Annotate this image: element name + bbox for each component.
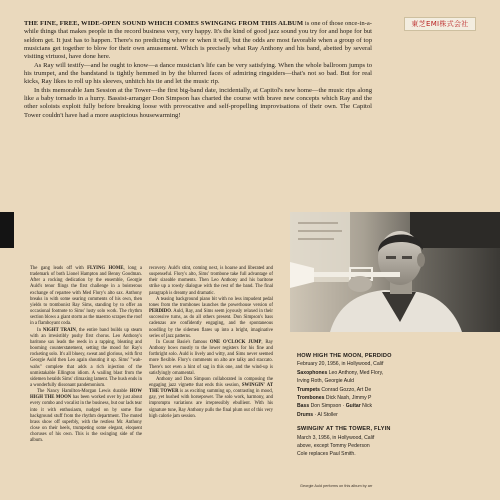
musician-photo-image: [290, 212, 500, 332]
column-2-paragraph-1: recovery. Auld's stint, coming next, is hoarse and liberated and suspenseful. Flory's alto, Sims' trombone take full advantage of their sizeable moments. Then Leo Anthony and his baritone strike up a rowdy dialogue with the rest of the band. The final paragraph is dreamy and dramatic.: [149, 266, 273, 296]
credit-line-bass-guitar: [297, 402, 497, 410]
text-run: In Count Basie's famous: [156, 339, 210, 345]
credit-line-saxophones: [297, 369, 497, 377]
session-2-date: March 3, 1956, in Hollywood, Calif: [297, 434, 375, 441]
intro-paragraph-3: In this memorable Jam Session at the Tower—the first big-band date, incidentally, at Capitol's new home—the music rips along like a baby tornado in a hurry. Bassist-arranger Don Simpson has charted the course with brave new concepts which Ray and the other soloists exploit fully before breaking loose with provocative and self-propelling improvisations of their own. The Capitol Tower couldn't have had a more auspicious housewarming!: [24, 86, 372, 119]
intro-paragraph-1: [24, 20, 372, 62]
credit-names: Don Simpson ·: [309, 403, 346, 410]
session-2-line-1: above, except Tommy Pederson: [297, 443, 370, 450]
text-run: A teasing background piano bit with no less impudent pedal tones from the trombones launches the powerhouse version of: [149, 296, 273, 308]
text-run: In: [37, 327, 43, 333]
session-1-title: HOW HIGH THE MOON, PERDIDO: [297, 353, 392, 359]
intro-lead: THE FINE, FREE, WIDE-OPEN SOUND WHICH COMES SWINGING FROM THIS ALBUM: [24, 20, 304, 27]
liner-notes-column-2: [149, 266, 273, 420]
song-title: SWINGIN' AT THE TOWER: [149, 382, 273, 395]
personnel-credits: [297, 352, 497, 459]
column-2-paragraph-2: [149, 297, 273, 340]
song-title: HOW HIGH THE MOON: [30, 389, 142, 401]
column-1-paragraph-2: [30, 328, 142, 390]
text-run: . Auld, Ray, and Sims seem joyously relaxed in their successive turns, as do all others present. Don Simpson's bass cadenzas are confidently engaging, and the spontaneous noodling by the sidemen flares up into a bright, imaginative series of jazz patterns.: [149, 309, 273, 339]
session-2-title: SWINGIN' AT THE TOWER, FLYIN: [297, 426, 391, 433]
credit-names: Dick Nash, Jimmy P: [324, 395, 372, 402]
black-bar-decoration: [0, 212, 14, 248]
text-run: , long a trademark of both Lionel Hampton and Benny Goodman. After a rocking dedication by the ensemble, Georgie Auld's tenor flings the first challenge in a boisterous exchange of repartee with Med Flory's alto sax. Anthony breaks in with some searing comments of his own, then yields to trombonist Ray Sims, standing by to offer an occasional footnote to Sims' lusty solo work. The rhythm section blows a giant storm as the maestro scrapes the roof in a flamboyant coda.: [30, 266, 142, 327]
liner-notes-column-1: [30, 266, 142, 445]
credit-line-trombones: [297, 394, 497, 402]
song-title: ONE O'CLOCK JUMP: [209, 339, 262, 345]
song-title: NIGHT TRAIN: [42, 327, 76, 333]
intro-text: [24, 20, 372, 120]
credit-names: Conrad Gozzo, Art De: [319, 386, 372, 393]
text-run: , the entire band builds up steam with an irresistibly pushy first chorus. Leo Anthony's baritone sax leads the reeds in a rapping, bleating and booming counterstatement, setting the mood for Ray's rocketing solo. It's all bluesy, sweat and glorious, with first Georgie Auld then Leo again shouting it up. Sims' "wah-wahs" complete that adds a rich injection of the unmistakable Ellington idiom. A wailing blast from the sidemen heralds Sims' climaxing lament. The hush ends in a wonderfully dissonant pandemonium.: [30, 327, 142, 388]
publisher-sticker: 東芝EMI株式会社: [404, 17, 476, 31]
text-run: is as exciting summing up, contrasting in mood, gay, yet hushed with horsepower. The solo work, harmony, and impromptu variations are irrepressibly ebullient. With his signature tune, Ray Anthony pulls the final plum out of this very high calorie jam session.: [149, 389, 273, 419]
credit-line-trumpets: [297, 386, 497, 394]
credit-names: Leo Anthony, Med Flory,: [327, 369, 384, 376]
credit-role: Saxophones: [297, 369, 328, 376]
column-2-paragraph-3: [149, 340, 273, 377]
footer-note: Georgie Auld performs on this album by arr: [300, 484, 373, 488]
text-run: Anthony and Don Simpson collaborated in composing the engaging jazz vignette that ends this session,: [149, 376, 273, 388]
credit-role: Guitar: [345, 403, 361, 410]
musician-photo: [290, 212, 500, 332]
session-2-line-2: Cole replaces Paul Smith.: [297, 451, 356, 458]
column-2-paragraph-4: [149, 377, 273, 420]
credit-role: Drums: [297, 411, 314, 418]
text-run: The Nancy Hamilton-Morgan Lewis durable: [37, 389, 130, 395]
intro-paragraph-1-body: is one of those once-in-a-while things that makes people in the record business very, very happy. It's the kind of good jazz sound you try for and hope for but seldom get. It just has to happen. There's no predicting where or when it will, but the odds are most favorable when a group of top musicians get together to blow for their own amusement. Which is precisely what Ray Anthony and his band, abetted by several visiting virtuosi, have done here.: [24, 20, 372, 61]
credit-role: Trumpets: [297, 386, 320, 393]
song-title: PERDIDO: [149, 309, 171, 315]
credit-line-saxophones-cont: Irving Roth, Georgie Auld: [297, 378, 354, 385]
session-1-date: February 20, 1956, in Hollywood, Calif: [297, 361, 384, 368]
column-1-paragraph-1: [30, 266, 142, 328]
credit-line-drums: [297, 411, 497, 419]
credit-role: Bass: [297, 403, 310, 410]
text-run: The gang leads off with: [30, 266, 88, 271]
text-run: , Ray Anthony bows mostly to the lower registers for his fine and forthright solo. Auld is lively and witty, and Sims never seemed more flexible. Flory's comments on alto are talky and staccato. There's not even a hint of sag in this one, and the wind-up is satisfyingly ornamental.: [149, 339, 274, 376]
intro-paragraph-2: As Ray will testify—and he ought to know—a dance musician's life can be very satisfying. When the whole ballroom jumps to his trumpet, and the bandstand is tightly hemmed in by the blurred faces of admiring ringsiders—that's not so bad. But for real kicks, Ray likes to roll up his sleeves, unhitch his tie and let the music rip.: [24, 61, 372, 86]
column-1-paragraph-3: [30, 389, 142, 444]
song-title: FLYING HOME: [87, 266, 124, 271]
text-run: has been worked over by just about every combo and vocalist in the business, but our lads tear into it with enthusiasm, nudged on by some fine background stuff from the rhythm department. The muted brass show off superbly, with the restless Mr. Anthony close on their heels, trumpeting some elegant, eloquent choruses of his own. This is the swinging side of the album.: [30, 395, 142, 444]
credit-role: Trombones: [297, 395, 325, 402]
credit-names: Nick: [360, 403, 373, 410]
credit-names: · Al Stoller: [313, 411, 338, 418]
